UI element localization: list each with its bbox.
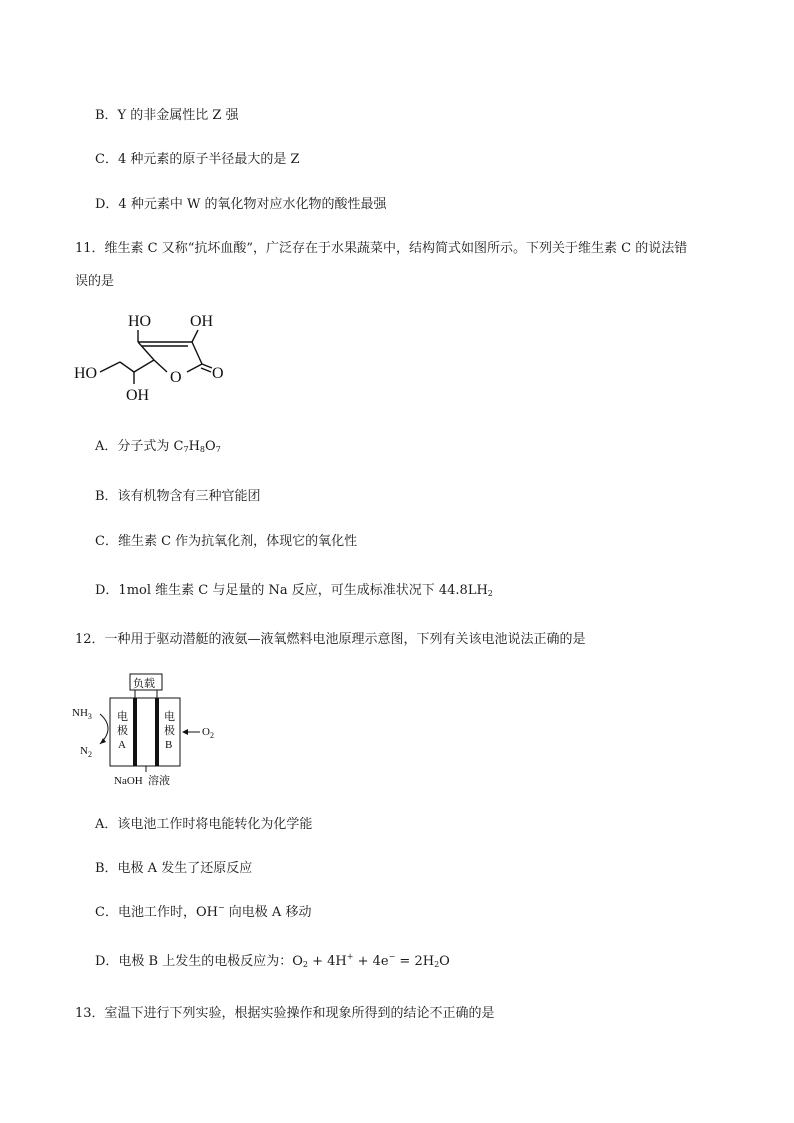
- q11-stem-line1: 11．维生素 C 又称“抗坏血酸”，广泛存在于水果蔬菜中，结构简式如图所示。下列关于维生素 C 的说法错: [75, 241, 688, 256]
- o2-label: $O_2$: [202, 726, 214, 740]
- bond: [192, 342, 202, 364]
- electrode-b-label: 极: [164, 724, 175, 737]
- q12-option-b: B．电极 A 发生了还原反应: [95, 861, 253, 876]
- ring-oxygen-label: O: [170, 369, 182, 386]
- bond: [192, 330, 198, 342]
- solution-label: 溶液: [148, 774, 170, 787]
- carbonyl-oxygen-label: O: [212, 365, 224, 382]
- bond: [134, 360, 154, 372]
- q10-option-b: B．Y 的非金属性比 Z 强: [95, 108, 239, 123]
- bond: [100, 362, 120, 372]
- q12-stem: 12．一种用于驱动潜艇的液氨—液氧燃料电池原理示意图，下列有关该电池说法正确的是: [75, 632, 586, 647]
- hydroxyl-label: HO: [74, 365, 98, 382]
- electrode-b-label: 电: [164, 710, 175, 723]
- bond: [202, 364, 212, 368]
- arrowhead-icon: [100, 738, 106, 744]
- q11-option-a: A．分子式为 $C_7H_8O_7$: [95, 439, 221, 454]
- q11-option-d: D．1mol 维生素 C 与足量的 Na 反应，可生成标准状况下 $44.8LH_2$: [95, 583, 493, 598]
- q13-stem: 13．室温下进行下列实验，根据实验操作和现象所得到的结论不正确的是: [75, 1006, 495, 1021]
- bond: [187, 364, 202, 372]
- hydroxyl-label: HO: [128, 313, 152, 330]
- q11-option-b: B．该有机物含有三种官能团: [95, 489, 261, 504]
- q12-option-c: C．电池工作时，OH− 向电极 A 移动: [95, 903, 312, 920]
- electrode-a-label: 电: [117, 710, 128, 723]
- bond: [120, 362, 134, 372]
- q10-option-d: D．4 种元素中 W 的氧化物对应水化物的酸性最强: [95, 197, 387, 212]
- fuel-cell-diagram: [70, 672, 230, 790]
- arrowhead-icon: [182, 729, 188, 735]
- double-bond: [201, 368, 211, 372]
- q12-option-d: D．电极 B 上发生的电极反应为：$O_2 + 4H^+ + 4e^- = 2H_2O$: [95, 952, 450, 969]
- load-label: 负载: [133, 677, 155, 690]
- bond: [138, 342, 154, 360]
- hydroxyl-label: OH: [190, 313, 214, 330]
- electrode-a: [133, 698, 137, 766]
- vitamin-c-structure: [70, 308, 240, 408]
- q12-option-a: A．该电池工作时将电能转化为化学能: [95, 817, 313, 832]
- n2-label: $N_2$: [80, 745, 92, 759]
- nh3-label: $NH_3$: [72, 707, 92, 721]
- bond: [154, 360, 167, 372]
- electrode-b-label: B: [165, 739, 173, 751]
- electrode-b: [155, 698, 159, 766]
- q10-option-c: C．4 种元素的原子半径最大的是 Z: [95, 152, 300, 167]
- electrode-a-label: 极: [117, 724, 128, 737]
- q11-stem-line2: 误的是: [75, 274, 115, 289]
- naoh-label: NaOH: [114, 775, 143, 787]
- electrode-a-label: A: [118, 739, 126, 751]
- hydroxyl-label: OH: [126, 387, 150, 404]
- q11-option-c: C．维生素 C 作为抗氧化剂，体现它的氧化性: [95, 534, 358, 549]
